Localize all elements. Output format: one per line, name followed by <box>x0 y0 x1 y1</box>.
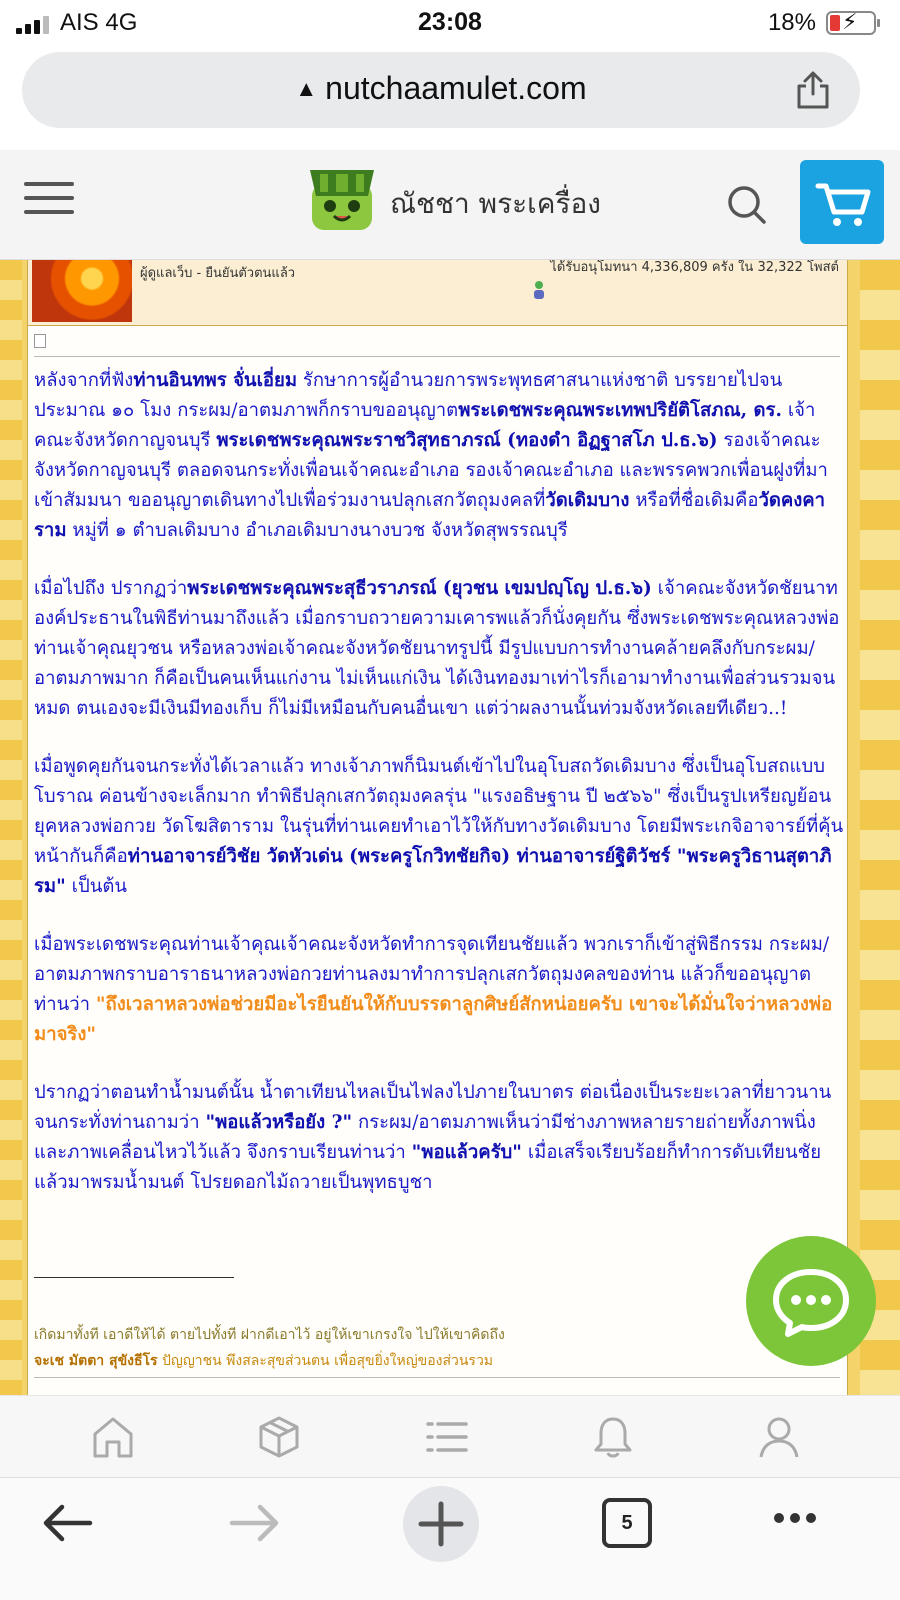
url-text[interactable]: nutchaamulet.com <box>325 70 587 106</box>
site-title[interactable]: ณัชชา พระเครื่อง <box>390 187 601 220</box>
clock: 23:08 <box>418 8 482 36</box>
paragraph-4: เมื่อพระเดชพระคุณท่านเจ้าคุณเจ้าคณะจังหวัดทำการจุดเทียนชัยแล้ว พวกเราก็เข้าสู่พิธีกรรม กระผม/อาตมภาพกราบอาราธนาหลวงพ่อกวยท่านลงมาทำการปลุกเสกวัตถุมงคลของท่าน แล้วก็ขออนุญาตท่านว่า "ถึงเวลาหลวงพ่อช่วยมีอะไรยืนยันให้กับบรรดาลูกศิษย์สักหน่อยครับ เขาจะได้มั่นใจว่าหลวงพ่อมาจริง" <box>34 934 833 1045</box>
url-display[interactable] <box>22 70 860 107</box>
new-tab-button[interactable] <box>403 1486 479 1562</box>
carrier-label: AIS 4G <box>60 9 138 36</box>
paragraph-1: หลังจากที่ฟังท่านอินทพร จั่นเอี่ยม รักษาการผู้อำนวยการพระพุทธศาสนาแห่งชาติ บรรยายไปจนประมาณ ๑๐ โมง กระผม/อาตมภาพก็กราบขออนุญาตพระเดชพระคุณพระเทพปริยัติโสภณ, ดร. เจ้าคณะจังหวัดกาญจนบุรี พระเดชพระคุณพระราชวิสุทธาภรณ์ (ทองดำ อิฏฐาสโภ ป.ธ.๖) รองเจ้าคณะจังหวัดกาญจนบุรี ตลอดจนกระทั่งเพื่อนเจ้าคณะอำเภอ รองเจ้าคณะอำเภอ และพรรคพวกเพื่อนฝูงที่มาเข้าสัมมนา ขออนุญาตเดินทางไปเพื่อร่วมงานปลุกเสกวัตถุมงคลที่วัดเดิมบาง หรือที่ชื่อเดิมคือวัดคงคาราม หมู่ที่ ๑ ตำบลเดิมบาง อำเภอเดิมบางนางบวช จังหวัดสุพรรณบุรี <box>34 370 828 541</box>
paragraph-5: ปรากฏว่าตอนทำน้ำมนต์นั้น น้ำตาเทียนไหลเป็นไฟลงไปภายในบาตร ต่อเนื่องเป็นระยะเวลาที่ยาวนาน จนกระทั่งท่านถามว่า "พอแล้วหรือยัง ?" กระผม/อาตมภาพเห็นว่ามีช่างภาพหลายรายถ่ายทั้งภาพนิ่งและภาพเคลื่อนไหวไว้แล้ว จึงกราบเรียนท่านว่า "พอแล้วครับ" เมื่อเสร็จเรียบร้อยก็ทำการดับเทียนชัย แล้วมาพรมน้ำมนต์ โปรยดอกไม้ถวายเป็นพุทธบูชา <box>34 1082 832 1193</box>
forum-post <box>27 260 848 1395</box>
bell-icon[interactable] <box>590 1414 636 1460</box>
document-icon <box>34 334 46 348</box>
list-icon[interactable] <box>424 1414 470 1460</box>
signature-line-2: จะเช มัตตา สุขังธีโร ปัญญาชน พึงสละสุขส่วนตน เพื่อสุขยิ่งใหญ่ของส่วนรวม <box>34 1353 494 1369</box>
post-stats: ได้รับอนุโมทนา 4,336,809 ครั้ง ใน 32,322 โพสต์ <box>550 260 839 275</box>
post-body <box>34 366 844 1226</box>
share-icon[interactable] <box>794 70 832 110</box>
battery-percent: 18% <box>767 9 816 36</box>
home-icon[interactable] <box>90 1414 136 1460</box>
tabs-button[interactable]: 5 <box>602 1498 652 1548</box>
status-bar <box>0 0 900 46</box>
battery-icon: ⚡ <box>826 11 876 35</box>
chat-bubble-icon <box>746 1236 876 1366</box>
back-arrow-icon[interactable] <box>40 1498 94 1548</box>
site-logo[interactable] <box>306 162 378 234</box>
browser-toolbar <box>0 1477 900 1600</box>
divider <box>34 1377 840 1378</box>
more-icon[interactable] <box>774 1508 824 1528</box>
hamburger-icon[interactable] <box>24 182 74 216</box>
search-icon[interactable] <box>726 184 766 224</box>
user-icon[interactable] <box>756 1414 802 1460</box>
site-bottom-nav <box>0 1395 900 1477</box>
author-avatar[interactable] <box>32 260 132 322</box>
page-background <box>0 260 900 1395</box>
address-bar[interactable] <box>22 52 860 128</box>
cart-button[interactable] <box>800 160 884 244</box>
box-icon[interactable] <box>256 1414 302 1460</box>
signature-divider <box>34 1277 234 1278</box>
cart-icon <box>800 160 884 244</box>
warning-icon: ▲ <box>295 76 318 101</box>
paragraph-2: เมื่อไปถึง ปรากฏว่าพระเดชพระคุณพระสุธีวราภรณ์ (ยุวชน เขมปญฺโญ ป.ธ.๖) เจ้าคณะจังหวัดชัยนาท องค์ประธานในพิธีท่านมาถึงแล้ว เมื่อกราบถวายความเคารพแล้วก็นั่งคุยกัน ซึ่งพระเดชพระคุณหลวงพ่อท่านเจ้าคุณยุวชน หรือหลวงพ่อเจ้าคณะจังหวัดชัยนาทรูปนี้ มีรูปแบบการทำงานคล้ายคลึงกับกระผม/อาตมภาพมาก ก็คือเป็นคนเห็นแก่งาน ไม่เห็นแก่เงิน ได้เงินทองมาเท่าไรก็เอามาทำงานเพื่อส่วนรวมจนหมด ตนเองจะมีเงินมีทองเก็บ ก็ไม่มีเหมือนกับคนอื่นเขา แต่ว่าผลงานนั้นท่วมจังหวัดเลยทีเดียว..! <box>34 578 840 719</box>
online-status-icon <box>532 280 546 300</box>
paragraph-3: เมื่อพูดคุยกันจนกระทั่งได้เวลาแล้ว ทางเจ้าภาพก็นิมนต์เข้าไปในอุโบสถวัดเดิมบาง ซึ่งเป็นอุโบสถแบบโบราณ ค่อนข้างจะเล็กมาก ทำพิธีปลุกเสกวัตถุมงคลรุ่น "แรงอธิษฐาน ปี ๒๕๖๖" ซึ่งเป็นรูปเหรียญย้อนยุคหลวงพ่อกวย วัดโฆสิตาราม ในรุ่นที่ท่านเคยทำเอาไว้ให้กับทางวัดเดิมบาง โดยมีพระเกจิอาจารย์ที่คุ้นหน้ากันก็คือท่านอาจารย์วิชัย วัดหัวเด่น (พระครูโกวิทชัยกิจ) ท่านอาจารย์ฐิติวัชร์ "พระครูวิธานสุตาภิรม" เป็นต้น <box>34 756 844 897</box>
chat-button[interactable] <box>746 1236 876 1366</box>
forward-arrow-icon[interactable] <box>228 1498 282 1548</box>
author-role: ผู้ดูแลเว็บ - ยืนยันตัวตนแล้ว <box>140 266 296 281</box>
signature-line-1: เกิดมาทั้งที เอาดีให้ได้ ตายไปทั้งที ฝากดีเอาไว้ อยู่ให้เขาเกรงใจ ไปให้เขาคิดถึง <box>34 1327 505 1343</box>
site-header <box>0 150 900 260</box>
divider <box>34 356 840 357</box>
author-strip <box>28 260 847 326</box>
plus-icon <box>403 1486 479 1562</box>
